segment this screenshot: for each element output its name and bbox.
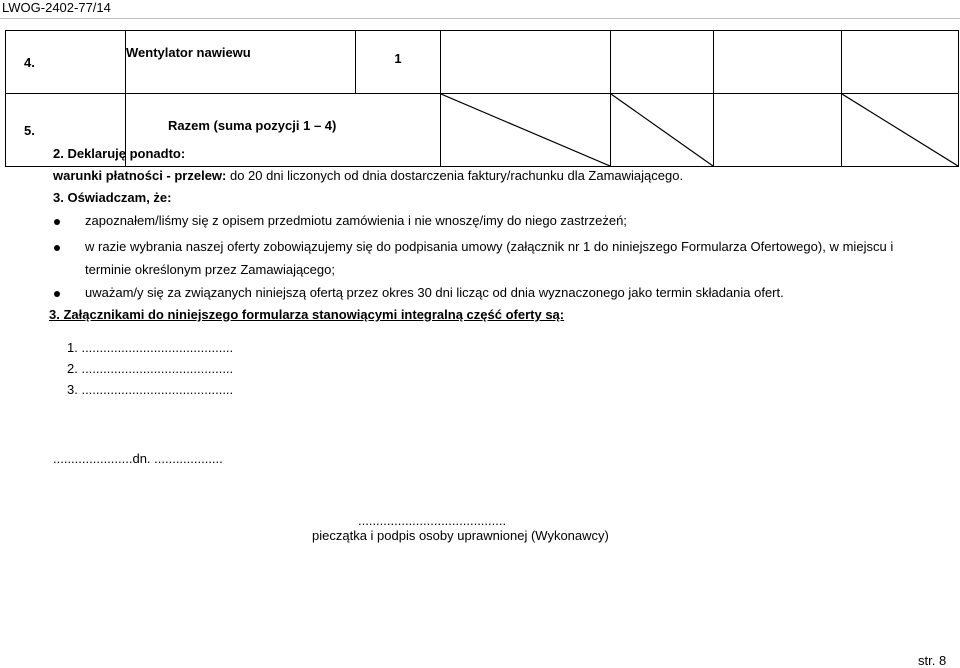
attachment-item-3: 3. .......................................... [67, 382, 234, 397]
header-divider [0, 18, 960, 19]
bullet-icon [54, 245, 60, 251]
row-empty-cell [714, 94, 842, 167]
section-3-title: 3. Oświadczam, że: [53, 190, 172, 205]
statement-1: zapoznałem/liśmy się z opisem przedmiotu zamówienia i nie wnoszę/imy do niego zastrzeżeń; [85, 213, 627, 228]
row-empty-cell [842, 31, 959, 94]
row-name: Razem (suma pozycji 1 – 4) [126, 94, 441, 167]
row-name: Wentylator nawiewu [126, 31, 356, 94]
bullet-icon [54, 219, 60, 225]
row-lp: 4. [6, 31, 126, 94]
signature-dots: ......................................... [358, 513, 507, 528]
payment-terms-label: warunki płatności - przelew: [53, 168, 227, 183]
row-empty-cell [611, 31, 714, 94]
attachment-item-1: 1. .......................................... [67, 340, 234, 355]
table-row [6, 31, 959, 94]
bullet-icon [54, 291, 60, 297]
statement-2-line1: w razie wybrania naszej oferty zobowiązujemy się do podpisania umowy (załącznik nr 1 do niniejszego Formularza Ofertowego), w miejscu i [85, 239, 894, 254]
attachment-item-2: 2. .......................................... [67, 361, 234, 376]
row-qty: 1 [356, 31, 441, 94]
row-lp: 5. [6, 94, 126, 167]
crossed-cell [611, 94, 714, 167]
crossed-cell [842, 94, 959, 167]
section-2-title: 2. Deklaruję ponadto: [53, 146, 186, 161]
payment-terms-text: do 20 dni liczonych od dnia dostarczenia faktury/rachunku dla Zamawiającego. [226, 168, 684, 183]
signature-caption: pieczątka i podpis osoby uprawnionej (Wykonawcy) [312, 528, 609, 543]
attachments-title: 3. Załącznikami do niniejszego formularza stanowiącymi integralną część oferty są: [49, 307, 565, 322]
page-number: str. 8 [918, 653, 947, 668]
row-empty-cell [441, 31, 611, 94]
statement-3: uważam/y się za związanych niniejszą ofertą przez okres 30 dni licząc od dnia wyznaczonego jako termin składania ofert. [85, 285, 784, 300]
crossed-cell [441, 94, 611, 167]
payment-terms [53, 168, 683, 183]
statement-2-line2: terminie określonym przez Zamawiającego; [85, 262, 335, 277]
place-date-line: ......................dn. ................... [53, 451, 223, 466]
document-number: LWOG-2402-77/14 [2, 0, 111, 15]
row-empty-cell [714, 31, 842, 94]
